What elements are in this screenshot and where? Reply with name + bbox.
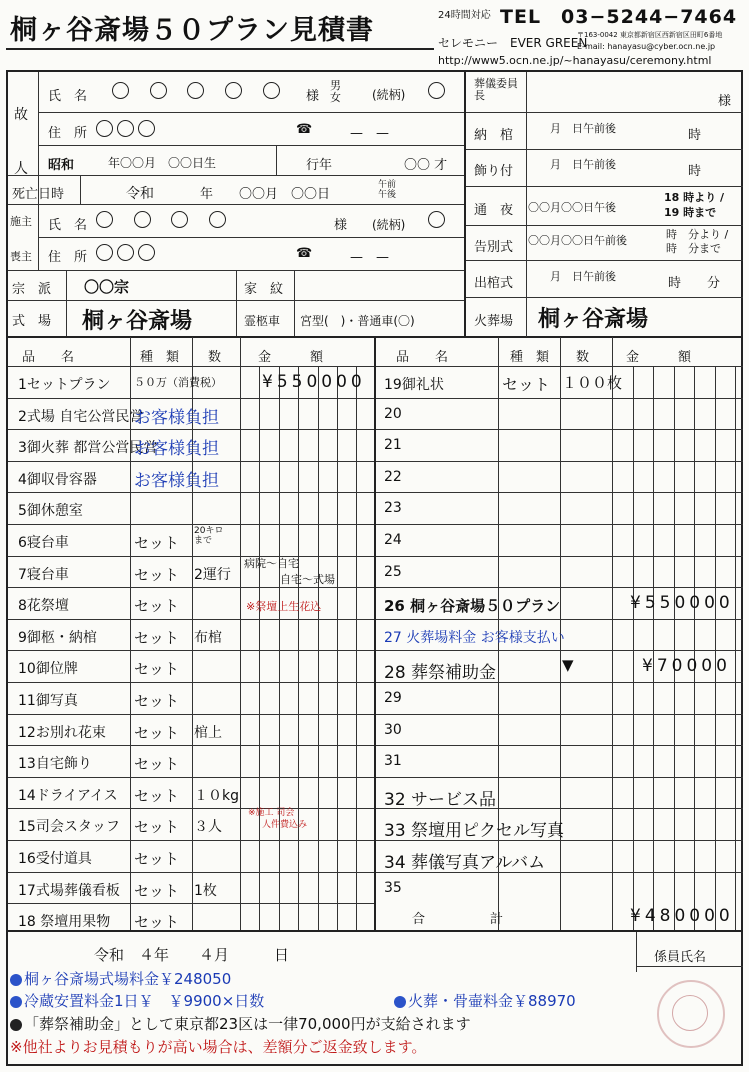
schedule-label-4: 出棺式	[474, 276, 514, 291]
grid-line	[674, 366, 675, 930]
staff-note-1: ※施工 司会	[248, 808, 295, 818]
schedule-date-2[interactable]: 〇〇月〇〇日午後	[528, 201, 616, 214]
schedule-time-4[interactable]: 時 分	[668, 276, 721, 291]
left-item-type: セット	[134, 913, 180, 931]
schedule-date-4[interactable]: 月 日午前後	[550, 270, 616, 283]
chief-name-label: 氏 名	[48, 218, 88, 233]
right-item-name: 25	[384, 564, 402, 580]
grid-line	[8, 808, 374, 809]
left-header-qty: 数	[208, 350, 222, 365]
left-header-type: 種 類	[140, 350, 180, 365]
grid-line	[8, 619, 374, 620]
left-item-name: 13自宅飾り	[18, 756, 92, 772]
left-item-name: 10御位牌	[18, 661, 78, 677]
grid-line	[8, 492, 374, 493]
venue-label: 式 場	[12, 314, 52, 329]
left-item-name: 9御柩・納棺	[18, 630, 97, 646]
altar-flower-note: ※祭壇上生花込	[246, 600, 322, 613]
right-item-qty: １００枚	[562, 374, 623, 392]
grid-line	[8, 745, 374, 746]
left-item-name: 12お別れ花束	[18, 725, 106, 741]
grid-line	[633, 366, 634, 930]
grid-line	[653, 366, 654, 930]
grid-line	[735, 366, 736, 930]
section-chief-mourner: 喪主	[10, 250, 32, 263]
crest-label: 家 紋	[244, 282, 284, 297]
venue-value[interactable]: 桐ヶ谷斎場	[82, 308, 193, 334]
left-item-type: ５０万（消費税）	[134, 376, 222, 389]
right-item-name: 32 サービス品	[384, 790, 497, 810]
left-item-type: お客様負担	[134, 408, 219, 428]
left-item-qty: 棺上	[194, 725, 222, 741]
schedule-label-1: 飾り付	[474, 164, 514, 179]
cremation-fee-line: 火葬・骨壷料金￥88970	[394, 990, 576, 1011]
staff-note-2: 人件費込み	[262, 820, 308, 830]
deceased-sama: 様	[306, 89, 320, 104]
left-item-qty: １０kg	[194, 788, 239, 804]
grid-line	[8, 714, 374, 715]
sect-label: 宗 派	[12, 282, 52, 297]
right-item-name: 26 桐ヶ谷斎場５０プラン	[384, 597, 561, 615]
section-sponsor: 施主	[10, 215, 32, 228]
chief-relation-label: (続柄)	[372, 218, 406, 232]
right-item-name: 23	[384, 500, 402, 516]
chief-address-field[interactable]	[96, 244, 155, 261]
grid-line	[8, 682, 374, 683]
grid-line	[8, 556, 374, 557]
black-bullet-icon	[10, 1019, 22, 1031]
schedule-time-1[interactable]: 時	[688, 164, 702, 179]
grid-line	[8, 524, 374, 525]
hearse-value[interactable]: 宮型( )・普通車(〇)	[300, 314, 415, 328]
blue-bullet-icon	[10, 974, 22, 986]
right-item-name: 19御礼状	[384, 377, 444, 393]
left-item-type: セット	[134, 882, 180, 900]
left-item-qty: 布棺	[194, 630, 222, 646]
right-item-name: 30	[384, 722, 402, 738]
staff-name-label: 係員氏名	[654, 950, 707, 965]
left-item-name: 3御火葬 都営公営民営	[18, 440, 158, 456]
hearse-label: 霊柩車	[244, 314, 281, 328]
company-name: セレモニー EVER GREEN	[438, 36, 588, 50]
birth-date-field[interactable]: 年〇〇月 〇〇日生	[108, 156, 217, 170]
right-item-name: 28 葬祭補助金	[384, 663, 497, 683]
left-item-type: セット	[134, 724, 180, 742]
grid-line	[8, 777, 374, 778]
grid-line	[337, 366, 338, 930]
right-item-amount: ¥550000	[630, 593, 734, 613]
grid-line	[356, 366, 357, 930]
title-underline	[6, 48, 434, 50]
death-label: 死亡日時	[12, 187, 65, 202]
right-header-qty: 数	[576, 350, 590, 365]
left-item-name: 17式場葬儀看板	[18, 883, 120, 899]
route-note-1: 病院〜自宅	[244, 557, 299, 570]
grid-line	[8, 461, 374, 462]
document-title: 桐ヶ谷斎場５０プラン見積書	[10, 15, 374, 46]
grid-line	[8, 398, 374, 399]
grid-line	[8, 930, 743, 932]
left-item-type: セット	[134, 534, 180, 552]
crematorium-label: 火葬場	[474, 314, 514, 329]
schedule-date-0[interactable]: 月 日午前後	[550, 122, 616, 135]
age-label: 行年	[306, 158, 333, 173]
grid-line	[636, 966, 743, 967]
hours-label: 24時間対応	[438, 10, 491, 21]
left-item-name: 16受付道具	[18, 851, 92, 867]
refund-note: ※他社よりお見積もりが高い場合は、差額分ご返金致します。	[10, 1038, 427, 1056]
total-label: 合 計	[412, 912, 504, 927]
grid-line	[8, 872, 374, 873]
left-item-name: 1セットプラン	[18, 377, 111, 393]
grid-line	[318, 366, 319, 930]
grid-line	[8, 903, 374, 904]
committee-sama: 様	[718, 94, 732, 109]
death-date-field[interactable]: 年 〇〇月 〇〇日	[200, 187, 331, 202]
grid-line	[8, 587, 374, 588]
phone-number[interactable]: TEL 03−5244−7464	[500, 6, 738, 28]
schedule-date-1[interactable]: 月 日午前後	[550, 158, 616, 171]
left-item-type: セット	[134, 597, 180, 615]
cold-storage-line: 冷蔵安置料金1日￥ ￥9900×日数	[10, 990, 264, 1011]
grid-line	[694, 366, 695, 930]
grid-line	[8, 429, 374, 430]
grid-line	[8, 650, 374, 651]
chief-name-field[interactable]	[96, 211, 226, 228]
left-item-name: 15司会スタッフ	[18, 819, 120, 835]
right-item-name: 27 火葬場料金 お客様支払い	[384, 630, 565, 646]
schedule-time-0[interactable]: 時	[688, 128, 702, 143]
left-item-qty: 2運行	[194, 567, 231, 583]
subsidy-line: 「葬祭補助金」として東京都23区は一律70,000円が支給されます	[10, 1013, 471, 1034]
deceased-name-field[interactable]	[112, 82, 280, 99]
company-email[interactable]: E-mail: hanayasu@cyber.ocn.ne.jp	[577, 42, 716, 51]
left-item-type: セット	[134, 755, 180, 773]
total-amount: ¥480000	[630, 906, 734, 926]
schedule-date-3[interactable]: 〇〇月〇〇日午前後	[528, 234, 627, 247]
left-item-name: 5御休憩室	[18, 503, 83, 519]
right-header-type: 種 類	[510, 350, 550, 365]
left-item-type: セット	[134, 850, 180, 868]
chief-sama: 様	[334, 218, 348, 233]
blue-bullet-icon	[10, 996, 22, 1008]
grid-line	[374, 337, 376, 930]
schedule-label-3: 告別式	[474, 240, 514, 255]
relation-field[interactable]	[428, 82, 445, 99]
schedule-time-2[interactable]: 18 時より / 19 時まで	[664, 191, 724, 219]
company-seal-inner-icon	[672, 995, 708, 1031]
grid-line	[240, 337, 241, 930]
left-item-type: セット	[134, 787, 180, 805]
birth-era: 昭和	[48, 158, 75, 173]
right-item-name: 31	[384, 753, 402, 769]
left-item-name: 8花祭壇	[18, 598, 69, 614]
left-item-qty: 20キロまで	[194, 526, 224, 546]
committee-label: 葬儀委員長	[474, 77, 518, 102]
deceased-address-field[interactable]	[96, 120, 155, 137]
left-item-type: セット	[134, 629, 180, 647]
left-item-name: 18 祭壇用果物	[18, 914, 111, 930]
crematorium-value[interactable]: 桐ヶ谷斎場	[538, 306, 649, 332]
right-item-name: 21	[384, 437, 402, 453]
schedule-label-0: 納 棺	[474, 128, 514, 143]
chief-phone-icon: ☎	[296, 246, 313, 261]
left-item-qty: 1枚	[194, 883, 217, 899]
company-url[interactable]: http://www5.ocn.ne.jp/~hanayasu/ceremony.html	[438, 54, 712, 67]
right-item-name: 33 祭壇用ピクセル写真	[384, 821, 565, 841]
chief-relation-field[interactable]	[428, 211, 445, 228]
left-item-name: 4御収骨容器	[18, 472, 97, 488]
grid-line	[298, 366, 299, 930]
chief-phone[interactable]: — —	[350, 250, 390, 265]
grid-line	[259, 366, 260, 930]
left-item-type: セット	[134, 692, 180, 710]
estimate-date[interactable]: 令和 ４年 ４月 日	[94, 946, 290, 964]
right-item-amount: ¥70000	[642, 656, 731, 676]
relation-label: (続柄)	[372, 88, 406, 102]
right-item-name: 34 葬儀写真アルバム	[384, 853, 546, 873]
death-ampm[interactable]: 午前午後	[378, 180, 397, 200]
right-item-name: 22	[384, 469, 402, 485]
company-address: 〒163-0042 東京都新宿区西新宿区田町6番地	[577, 31, 723, 39]
deceased-phone[interactable]: — —	[350, 126, 390, 141]
left-item-name: 7寝台車	[18, 567, 69, 583]
sect-value[interactable]: 〇〇宗	[84, 278, 130, 296]
route-note-2: 自宅〜式場	[280, 573, 335, 586]
venue-fee-line: 桐ヶ谷斎場式場料金￥248050	[10, 968, 231, 989]
right-header-amount: 金 額	[626, 350, 692, 365]
left-item-amount: ¥550000	[262, 372, 366, 392]
left-item-type: お客様負担	[134, 471, 219, 491]
right-item-name: 35	[384, 880, 402, 896]
left-item-name: 11御写真	[18, 693, 78, 709]
sex-select[interactable]: 男女	[330, 79, 341, 104]
left-header-item: 品 名	[22, 350, 75, 365]
right-item-qty: ▼	[562, 656, 574, 674]
death-era: 令和	[126, 186, 154, 202]
left-item-type: お客様負担	[134, 439, 219, 459]
left-item-qty: ３人	[194, 819, 222, 835]
grid-line	[715, 366, 716, 930]
left-item-type: セット	[134, 566, 180, 584]
schedule-label-2: 通 夜	[474, 203, 514, 218]
right-item-type: セット	[502, 375, 551, 394]
left-item-name: 14ドライアイス	[18, 788, 118, 804]
right-item-name: 24	[384, 532, 402, 548]
deceased-name-label: 氏 名	[48, 89, 88, 104]
schedule-time-3[interactable]: 時 分より / 時 分まで	[666, 228, 729, 255]
grid-line	[279, 366, 280, 930]
phone-icon: ☎	[296, 122, 313, 137]
right-item-name: 29	[384, 690, 402, 706]
left-item-name: 6寝台車	[18, 535, 69, 551]
deceased-address-label: 住 所	[48, 126, 88, 141]
chief-address-label: 住 所	[48, 250, 88, 265]
grid-line	[8, 840, 374, 841]
left-header-amount: 金 額	[258, 350, 324, 365]
age-value[interactable]: 〇〇 才	[404, 158, 448, 173]
left-item-type: セット	[134, 818, 180, 836]
grid-line	[612, 366, 613, 930]
blue-bullet-icon	[394, 996, 406, 1008]
left-item-type: セット	[134, 660, 180, 678]
section-deceased: 故人	[14, 107, 28, 177]
right-header-item: 品 名	[396, 350, 449, 365]
left-item-name: 2式場 自宅公営民営	[18, 409, 144, 425]
right-item-name: 20	[384, 406, 402, 422]
